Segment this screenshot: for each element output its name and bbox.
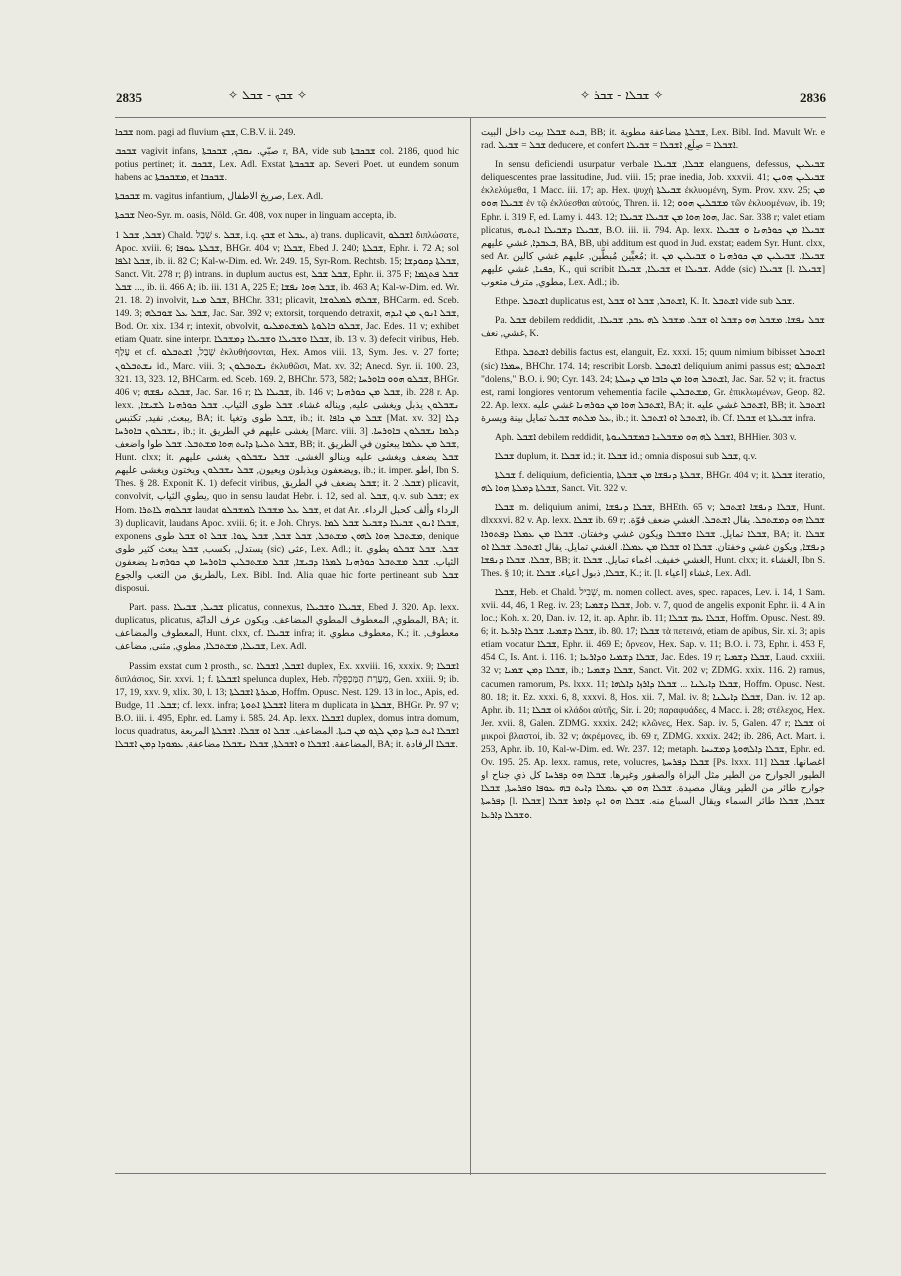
- entry-paragraph: ܫܒܟܒ vagivit infans, صبّي. ܢܩܒܟ, ܫܒܟܒܬܐ r, BA, vide sub ܫܒܟܒܬܐ col. 2186, quod hic potius pertinet; it. ܫܒܟܒ, Lex. Adl. Exstat ܫܒܟܒܬܐ ap. Severi Poet. ut eundem sonum habens ac ܡܫܒܟܒܬܐ, et ܫܒܟܒܐ.: [115, 146, 459, 184]
- entry-paragraph: Aph. ܐܫܒܠ debilem reddidit, ܐܫܒܠ ܠܗ ܗܘ ܡܫܒܠܢܐ ܒܡܫܒܠܢܘܬܐ, BHHier. 303 v.: [495, 431, 797, 443]
- entry-paragraph: Part. pass. ܫܒܝܠ, ܫܒܝܠܐ plicatus, connexus, ܫܒܝܠܐ ܘܫܒܝܠܐ, Ebed J. 320. Ap. lexx. duplicatus, plicatus, المطوي, المعطوف المطوي المضاعف. ويكون عرف الدابّة, BA; it. المعطوف والمضاعف, Hunt. clxx, cf. ܫܒܝܠܐ infra; it. معطوف مطوي, K.; it. معطوف, ܫܒܝܠܐ, ܡܫܬܒܠܐ, مطوي, مثنى, مضاعف, Lex. Adl.: [115, 602, 459, 653]
- entry-paragraph: ܒܝܬ ܫܒܠܐ بيت داخل البيت, BB; it. ܫܒܠܬܐ مضاعفة مطوية, Lex. Bibl. Ind. Mavult Wr. e rad. ܫܒܠ = ܫܒܝܠ deducere, et confert ܐܫܒܠܐ = صِلَع, ܐܫܒܠܐ = ܫܒܝܠܐ.: [481, 127, 825, 152]
- page-header: [100, 76, 826, 116]
- left-running-head: ✧ ܫܒܟ - ܫܒܠ ✧: [228, 88, 308, 102]
- right-page-number: 2836: [800, 90, 826, 105]
- entry-paragraph: ܫܒܟܐ nom. pagi ad fluvium ܫܒܟ, C.B.V. ii. 249.: [115, 127, 296, 138]
- right-column: [481, 126, 825, 1166]
- entry-paragraph: Ethpe. ܐܫܬܒܠ duplicatus est, ܐܫܬܒܠ, ܫܒܠ ܐܘ ܫܒܠ, K. It. ܐܫܬܒܠ vide sub ܫܒܠ.: [495, 296, 795, 308]
- entry-paragraph: ܫܒܠܐ duplum, it. ܫܒܠܐ id.; it. ܫܒܠܐ id.; omnia disposui sub ܫܒܠ, q.v.: [495, 451, 757, 463]
- entry-paragraph: Pa. ܫܒܠ debilem reddidit, ܫܒܠ ܢܦܫܐ. ܡܫܒܠ ܗܘ ܕܫܒܠ ܐܘ ܫܒܠ. ܡܫܒܠ ܠܗ ܥܒܕ. ܫܒܝܠܐ. غشي, نعف, K.: [481, 315, 825, 340]
- entry-paragraph: ܫܒܠܐ, Heb. et Chald. שְׁבִיל, m. nomen collect. aves, spec. rapaces, Lev. i. 14, 1 Sam. xvii. 44, 46, 1 Reg. iv. 23; ܫܒܠܐ ܕܫܡܝܐ, Job. v. 7, quod de angelis exponit Ephr. ii. 4 A in loc.; Koh. x. 20, Dan. iv. 12, it. ap. Aphr. ib. 11; ܫܒܠܐ ܥܡ ܫܒܠܐ, Hoffm. Opusc. Nest. 89. 6; it. ܫܒܠܐ ܕܫܡܝܐ. ܫܒܠܐ ܕܐܪܥܐ, ib. 80. 17; ܫܒܠܐ τὰ πετεινά, etiam de apibus, Sir. xi. 3; apis etiam vocatur ܫܒܠܐ, Ephr. ii. 469 E; ὄρνεον, Hex. Sap. v. 11; B.O. i. 73, Ephr. i. 453 F, 454 C, Is. Ant. i. 116. 1; ܫܒܠܐ ܕܫܡܝܐ ܘܕܐܪܥܐ, Jac. Edes. 19 r; ܫܒܠܐ ܕܫܡܝܐ, Laud. cxxiii. 32 v; ܫܒܠܐ ܕܡܢ ܫܡܝܐ, ib.; ܫܒܠܐ ܕܫܡܝܐ, Sanct. Vit. 202 v; ZDMG. xxix. 116. 2) ramus, cacumen ramorum, Ps. lxxx. 11; ܫܒܠܐ ܕܐܝܠܢܐ ... ܫܒܠܐ ܕܐܪܙܐ ܕܐܠܗܐ, Hoffm. Opusc. Nest. 80. 18; it. Ez. xxxi. 6, 8, xxxvi. 8, Hos. xii. 7, Mal. iv. 8; ܫܒܠܐ ܕܐܝܠܢܐ, Dan. iv. 12 ap. Aphr. ib. 11; ܫܒܠܐ οἱ κλάδοι αὐτῆς, Sir. i. 20; παραφυάδες, 4 Macc. i. 28; στέλεχος, Hex. Jer. xvii. 8, Galen. ZDMG. xxxix. 242; κλῶνες, Hex. Sap. iv. 5, Galen. 47 r; ܫܒܠܐ οἱ μικροὶ βλαστοί, ib. 32 v; ἀκρέμονες, ib. 69 r, ZDMG. xxxix. 242; ib. 286, Act. Mart. i. 253, Aphr. ib. 10, Kal-w-Dim. ed. Wr. 237. 12; metaph. ܫܒܠܐ ܕܐܠܗܘܬܐ ܕܡܫܝܚܐ, Ephr. ed. Ov. 195. 25. Ap. lexx. ramus, rete, volucres, ܫܒܠܐ ܕܦܪܚܬܐ [Ps. lxxx. 11] اغصانها. ܫܒܠܐ الطيور الجوارح من الطير مثل البزاة والصقور وغيرها. ܫܒܠܐ ܗܘ ܕܦܪܚܐ كل ذي جناح او جوارح طائر من الطير ويقال مصيدة. ܫܒܠܐ ܗܘ ܡܢ ܥܡܠܐ ܕܐܝܬ ܒܗ ܥܘܦܐ ܘܦܪܚܬܐ, ܫܒܠܐ ܕܦܪܚܬܐ [l. ܫܒܠܐ] ܫܒܠܐ, ܫܒܠܐ طائر السماء ويقال السباع منه. ܫܒܠܐ ܗܘ ܐܝܟ ܕܐܡܪ ܫܒܠܐ ܘܫܒܠܐ ܕܐܪܥܐ.: [481, 586, 825, 821]
- entry-paragraph: ܫܒܟܬܐ Neo-Syr. m. oasis, Nöld. Gr. 408, vox nuper in linguam accepta, ib.: [115, 210, 397, 222]
- entry-paragraph: ܫܒܠܬܐ f. deliquium, deficientia, ܫܒܠܬܐ ܕܢܦܫܐ ܡܢ ܫܒܠܬܐ, BHGr. 404 v; it. ܫܒܠܬܐ iteratio, ܫܒܠܬܐ ܕܡܠܬܐ ܗܘܐ ܠܗ, Sanct. Vit. 322 v.: [481, 470, 825, 495]
- entry-paragraph: Passim exstat cum ܐ prosth., sc. ܐܫܒܠ, ܐܫܒܠܐ duplex, Ex. xxviii. 16, xxxix. 9; ܐܫܒܠܐ διπλάσιος, Sir. xxvi. 1; f. ܐܫܒܠܬܐ spelunca duplex, Heb. מְעָרַת הַמַּכְפֵּלָה, Gen. xxiii. 9; ib. 17, 19, xxv. 9, xlix. 30, l. 13; ܡܥܪܬܐ ܐܫܒܠܬܐ, Hoffm. Opusc. Nest. 129. 13 in loc., Apis, ed. Budge, ܫܒܠ. 11; cf. lexx. infra; ܐܫܒܠܬܐ ܐܬܘܬܐ litera m duplicata in ܫܒܠܬܐ, BHGr. Pr. 97 v; B.O. iii. i. 495, Ephr. ed. Lamy i. 585. 24. Ap. lexx. ܐܫܒܠܐ duplex, domus intra domum, locus quadratus, ܐܫܒܠܐ ܐܝܬ ܒܝܬܐ ܕܡܢ ܠܓܘ ܡܢ ܒܝܬܐ. المضاعف. ܫܒܠ ܐܘ ܫܒܠܐ. ܐܫܒܠܬܐ المربعة المضاعفة. ܐܫܒܠܐ ܘ ܐܫܒܠܬܐ, ܫܒܠܐ ܢܫܒܠܐ مضاعفة, ܥܡܘܕܐ ܕܡܢ ܐܫܒܠܐ, BA; it. ܫܒܠܐ الرفادة.: [115, 660, 459, 751]
- entry-paragraph: ܫܒܟܒܬܐ m. vagitus infantium, صريخ الاطفال, Lex. Adl.: [115, 191, 324, 203]
- left-column: [115, 126, 459, 1166]
- entry-paragraph: In sensu deficiendi usurpatur verbale ܫܒܠܐ, ܫܒܝܠܐ elanguens, defessus, ܫܒܝܠܝܢ deliquescentes prae lassitudine, Jud. viii. 15; prae inedia, Job. xxxvii. 41; ܫܒܝܠܝܢ ܗܘܝܢ ἐκλελύμεθα, 1 Macc. iii. 17; ap. Hex. ψυχὴ ܫܒܝܠܬܐ ἐκλυομένη, Sym. Prov. xxv. 25; ܡܢ ܫܒܝܠܐ ܗܘܘ ἐν τῷ ἐκλύεσθαι αὐτούς, Thren. ii. 12; ܡܫܒܠܝܢ ܗܘܘ τῶν ἐκλυομένων, ib. 19; Ephr. i. 319 F, ed. Lamy i. 443. 12; ܗܘܐ ܗܘܐ ܡܢ ܫܒܝܠܐ ܫܒܝܠܐ, Jac. Sar. 338 r; valet etiam plicatus, ܫܒܝܠܐ ܕܫܒܝܠܐ ܐܝܬܝܗ, B.O. iii. ii. 794. Ap. lexx. ܫܒܝܠܐ ܡܢ ܟܘܪܗܢܐ ܘ ܫܒܝܠܐ ܒܥܒܕܐ, غشي عليهم, BA, BB, ubi additum est quod in Jud. exstat; eadem Syr. Hunt. clxx, sed Ar. مُعيِّين مُبطَّين, عليهم غشي كالين; it. ܫܒܝܠܐ. ܫܒܝܠܝܢ ܡܢ ܟܘܪܗܢܐ ܘ ܫܒܝܠܝܢ ܡܢ ܟܦܢܐ, غشي عليهم, K., qui scribit ܫܒܝܠܐ, ܫܒܝܠܐ et ܫܒܝܠܐ. Adde (sic) ܫܒܝܠܐ [l. ܫܒܝܠܐ] مطوي, مترف متعوب, Lex. Adl.; ib.: [481, 159, 825, 289]
- column-divider: [470, 118, 471, 1175]
- entry-paragraph: Ethpa. ܐܫܬܒܠ debilis factus est, elanguit, Ez. xxxi. 15; quum nimium bibisset ܐܫܬܒܠ (sic) ܚܡܪܐ, BHChr. 174. 14; rescribit Lorsb. ܐܫܬܒܠ deliquium animi passus est; ܐܫܬܒܠܘ "dolens," B.O. i. 90; Cyr. 143. 24; ܐܫܬܒܠ ܗܘܐ ܡܢ ܟܐܒܐ ܡܢ ܕܚܠܬܐ, Jac. Sar. 52 v; it. fractus est, rami longiores ventorum vehementia facile ܡܫܬܒܠܝܢ, Gr. ἐπικλωμένων, Geop. 82. 22. Ap. lexx. ܐܫܬܒܠ ܗܘܐ ܡܢ ܟܘܪܗܢܐ غشي عليه, BA; it. ܐܫܬܒܠ غشي عليه, BB; it. ܐܫܬܒܠ ܥܠ ܡܠܬܗ ܫܒܝܠ تمايل بينة ويسرة, ib.; it. ܐܫܬܒܠ ܐܘ ܐܫܬܒܠ, ib. Cf. ܫܒܠܐ et ܫܒܝܠܬܐ infra.: [481, 347, 825, 424]
- text-frame: [115, 117, 826, 1174]
- right-running-head: ✧ ܫܒܠܐ - ܫܒܪ ✧: [580, 88, 664, 102]
- entry-paragraph: ܫܒܠ, ܫܒܠ 1) Chald. שְׁבַל s. ܫܒܠ, i.q. ܫܒܟ et ܥܒܠ, a) trans. duplicavit, ܐܫܒܠܘ διπλώσατε, Apoc. xviii. 6; ܫܒܠܬܐ ܥܘܦܐ, BHGr. 404 v; ܫܒܠܐ, Ebed J. 240; ܫܒܠܬܐ, Ephr. i. 72 A; sol ܫܒܠ ܐܠܦܐ, ib. ii. 82 C; Kal-w-Dim. ed. Wr. 249. 15, Syr-Rom. Rechtsb. 15; ܫܒܠܬܐ ܕܩܘܕܫܐ, Sanct. Vit. 278 r; β) intrans. in duplum auctus est, ܫܒܠ ܫܒܠ, Ephr. ii. 375 F; ܫܒܠ ܦܬܓܡܐ ... ܫܒܠ, ib. ii. 466 A; ib. iii. 131 A, 225 E; ܫܒܠ ܗܘܐ ܢܦܫܐ, ib. 463 A; Kal-w-Dim. ed. Wr. 21. 18. 2) involvit, ܫܒܠ ܡܢܐ, BHChr. 331; plicavit, ܫܒܠܗ ܠܡܠܘܫܐ, BHCarm. ed. Sceb. 149. 3; ܫܒܠ ܥܠ ܫܘܒܠܗ, Jac. Sar. 392 v; extorsit, torquendo detraxit, ܫܒܠ ܐܢܘܢ ܡܢ ܐܝܕܗ, Bod. Or. xix. 134 r; intexit, obvolvit, ܫܒܠܘ ܒܐܠܘܬܐ ܠܡܫܬܡܠܝܘ, Jac. Edes. 11 v; exhibet etiam Quatr. sine interpr. ܫܒܠܐ ܘܫܒܝܠܐ ܘܫܒܝܠܐ ܕܡܫܒܠܐ, ib. 13 v. 3) defecit viribus, Heb. עָלַף et cf. שָׁבַל, ܐܫܬܒܠܘ ἐκλυθήσονται, Hex. Amos viii. 13, Sym. Jes. v. 27 forte; ܢܫܬܒܠܘܢ id., Marc. viii. 3; ܢܫܬܒܠܘܢ ἐκλυθῶσι, Mat. xv. 32; Anecd. Syr. ii. 100. 23, 321. 13, 323. 12, BHCarm. ed. Sceb. 169. 2, BHChr. 573, 582; ܫܒܠܘ ܗܘܘ ܒܐܘܪܚܐ, BHGr. 406 v; ܫܒܠܬ ܢܦܫܗ, Jac. Sar. 16 r; ܫܒܝܠܐ ܠܐ, ib. 146 v; ܫܒܠ ܡܢ ܟܘܪܗܢܐ, ib. 228 r. Ap. lexx. ܢܫܒܠܘܢ يذبل ويغشى عليه, ويناله غشاء. ܫܒܠ طوى الثياب. ܫܒܠ ܟܘܪܗܢܐ ܠܫܝܫܐ, يبعث, نفيد, تكتبس, BA; it. ܫܒܠ طوى وتغيا, ib.; it. ܫܒܠ ܡܢ ܟܐܦܐ [Mat. xv. 32] ܕܠܐ ܢܫܒܠܘܢ ܒܐܘܪܚܐ, ib.; it. يغشى عليهم في الطريق [Marc. viii. 3] ܕܠܡܐ ܢܫܒܠܘܢ ܒܐܘܪܚܐ. ܫܒܠ ܬܠܝܬܐ ܕܐܝܬ ܗܘܐ ܡܫܬܒܠ. ܫܒܠ طوا واضعف, BB; it. ܫܒܠ ܡܢ ܥܠܡܐ يبعثون في الطريق, Hunt. clxx; it. ܫܒܠ يضعف ويغشى عليه وينالو الغشى. ܫܒܠ ܢܫܒܠܘܢ يغشى عليهم ويضعفون ويذبلون ويعيون, ܫܒܠ ܢܫܒܠܘܢ ويختون ويغشى عليهم, ib.; it. imper. اطو, Ibn S. Thes. § 28. Exponit K. 1) defecit viribus, ܫܒܠ يضعف في الطريق; it. ܫܒܠ. 2) plicavit, convolvit, يطوي الثياب, quo in sensu laudat Hebr. i. 12, sed al. ܫܒܠ, q.v. sub ܫܒܠ; ex Hom. ܫܒܠܘܗ ܠܐܬܪܐ laudat ܫܒܠ ܥܠ ܡܫܒܠܐ ܠܡܫܒܠܘ, et dat Ar. الرداء وألف كحبل الرداء. 3) duplicavit, laudans Apoc. xviii. 6; it. e Joh. Chrys. ܫܒܠܐ ܐܢܘܢ ܫܒܝܠܐ ܕܫܒܝܠ ܫܒܠ ܠܡܐ, exponens ܡܫܬܒܠ ܗܘܐ ܠܗܘܢ ܡܫܬܒܠ, ܫܒܠ ܫܒܠ, ܫܒܠ ܛܘܐ. ܫܒܠ ܐܘ ܫܒܠ طوى, denique يستدل, بكسب, ܫܒܠ يبعث كثير طوى (sic) عثى, Lex. Adl.; it. ܫܒܠ. ܫܒܠ ܫܒܠܘ يطوي الثياب. ܫܒܠ ܡܫܬܒܠ ܟܘܪܗܢܐ ܠܡܪܐ ܕܒܝܫܐ, ܫܒܠ ܡܫܬܒܠܝܢ ܒܐܘܪܚܐ ܡܢ ܟܘܪܗܢܐ يضعفون بالطريق من التعب والجوع, Lex. Bibl. Ind. Alia quae hic forte pertineant sub ܫܒܠ disposui.: [115, 229, 459, 595]
- entry-paragraph: ܫܒܠܐ m. deliquium animi, ܫܒܠܐ ܕܢܦܫܐ, BHEth. 65 v; ܫܒܠܐ ܕܢܦܫܐ ܐܫܬܒܠ, Hunt. dlxxxvi. 82 v. Ap. lexx. ܫܒܠܐ ib. 69 r; ܫܒܠܐ ܗܘ ܕܡܫܬܒܠ. يقال ܐܫܬܒܠ. الغشي ضعف قوّة. ܫܒܠܐ تمايل. ܫܒܠܐ ܘܫܒܠܐ ويكون غشي وخفتان. ܫܒܠܐ ܡܢ ܥܡܠܐ ܕܦܬܘܪܐ, BA; it. ܫܒܠܐ ܕܢܦܫܐ, ويكون غشي وخفتان. ܫܒܠܐ ܐܘ ܫܒܠܐ ܡܢ ܥܡܠܐ. الغشي تمايل. يقال ܐܫܬܒܠ. ܫܒܠܐ ܐܘ ܫܒܠܐ. ܫܒܠܐ ܕܢܦܫܐ, BB; it. الغشي خفيف. اغماء تمايل. ܫܒܠܐ, Hunt. clxx; it. الغشاء, Ibn S. Thes. § 10; it. ܫܒܠܐ, ذبول اعياء. ܫܒܠܐ, K.; it. [l. اعياء] غشاء, Lex. Adl.: [481, 502, 825, 579]
- left-page-number: 2835: [116, 90, 142, 105]
